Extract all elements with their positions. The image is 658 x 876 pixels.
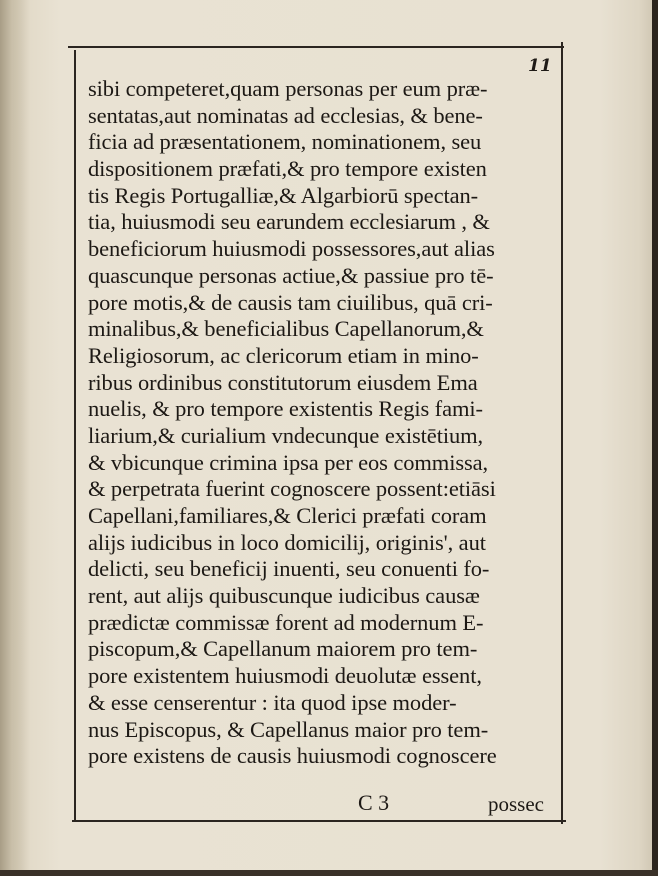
text-line: pore existens de causis huiusmodi cognoscere — [88, 743, 497, 769]
text-line: alijs iudicibus in loco domicilij, originis', aut — [88, 529, 486, 555]
signature-mark: C 3 — [358, 790, 390, 815]
text-line: sibi competeret,quam personas per eum præ- — [88, 76, 488, 101]
text-line: prædictæ commissæ forent ad modernum E- — [88, 609, 484, 635]
text-line: tia, huiusmodi seu earundem ecclesiarum , & — [88, 209, 490, 235]
text-line: beneficiorum huiusmodi possessores,aut alias — [88, 236, 495, 262]
text-line: ficia ad præsentationem, nominationem, seu — [88, 129, 482, 155]
spine-shadow — [0, 0, 30, 876]
text-line: pore existentem huiusmodi deuolutæ essent, — [88, 663, 482, 689]
frame-rule-bottom — [72, 820, 566, 822]
text-line: Religiosorum, ac clericorum etiam in mino- — [88, 342, 479, 368]
text-line: tis Regis Portugalliæ,& Algarbiorū spectan- — [88, 182, 479, 208]
text-line: piscopum,& Capellanum maiorem pro tem- — [88, 636, 478, 662]
text-line: & esse censerentur : ita quod ipse moder- — [88, 689, 457, 715]
text-line: nuelis, & pro tempore existentis Regis fami- — [88, 396, 483, 422]
text-line: nus Episcopus, & Capellanus maior pro tem- — [88, 716, 489, 742]
frame-rule-top — [68, 46, 564, 48]
catchword: possec — [488, 792, 544, 816]
text-line: dispositionem præfati,& pro tempore existen — [88, 156, 487, 182]
page-edge — [652, 0, 658, 876]
body-text — [88, 76, 558, 770]
text-line: pore motis,& de causis tam ciuilibus, quā cri- — [88, 289, 493, 315]
folio-number: 11 — [528, 56, 552, 76]
text-line: Capellani,familiares,& Clerici præfati coram — [88, 503, 487, 528]
text-line: ribus ordinibus constitutorum eiusdem Ema — [88, 369, 478, 395]
text-line: & vbicunque crimina ipsa per eos commissa, — [88, 449, 489, 475]
text-line: minalibus,& beneficialibus Capellanorum,& — [88, 316, 484, 342]
page-bottom-edge — [0, 870, 658, 876]
text-line: liarium,& curialium vndecunque existētium, — [88, 422, 484, 448]
frame-rule-left — [74, 50, 76, 822]
frame-rule-right — [561, 42, 563, 824]
text-line: sentatas,aut nominatas ad ecclesias, & bene- — [88, 102, 483, 128]
text-line: quascunque personas actiue,& passiue pro tē- — [88, 262, 494, 288]
text-line: delicti, seu beneficij inuenti, seu conuenti fo- — [88, 556, 490, 582]
text-line: rent, aut alijs quibuscunque iudicibus causæ — [88, 583, 480, 609]
text-line: & perpetrata fuerint cognoscere possent:etiāsi — [88, 476, 496, 502]
